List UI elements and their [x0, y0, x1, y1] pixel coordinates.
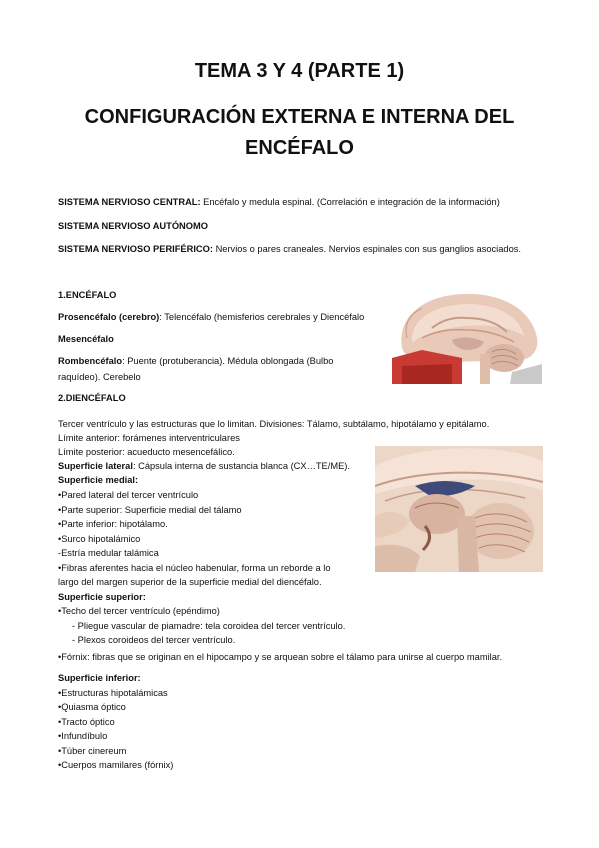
mesencefalo-line: Mesencéfalo: [58, 334, 114, 344]
system-central: SISTEMA NERVIOSO CENTRAL: Encéfalo y medula espinal. (Correlación e integración de la información): [58, 197, 500, 207]
inferior-item: •Tracto óptico: [58, 717, 115, 727]
system-periferico: SISTEMA NERVIOSO PERIFÉRICO: Nervios o pares craneales. Nervios espinales con sus ganglios asociados.: [58, 244, 521, 254]
inferior-item: •Estructuras hipotalámicas: [58, 688, 168, 698]
diencefalo-intro-1: Tercer ventrículo y las estructuras que lo limitan. Divisiones: Tálamo, subtálamo, hipotálamo y epitálamo.: [58, 419, 490, 429]
superior-item: •Techo del tercer ventrículo (epéndimo): [58, 606, 220, 616]
superficie-inferior-heading: Superficie inferior:: [58, 673, 141, 683]
diencefalo-intro-2: Límite anterior: forámenes interventriculares: [58, 433, 240, 443]
rombencefalo-line: Rombencéfalo: Puente (protuberancia). Médula oblongada (Bulbo: [58, 356, 334, 366]
diencephalon-image: [375, 446, 543, 572]
medial-item: •Fibras aferentes hacia el núcleo habenular, forma un reborde a lo: [58, 563, 331, 573]
inferior-item: •Infundíbulo: [58, 731, 108, 741]
diencefalo-intro-3: Límite posterior: acueducto mesencefálico.: [58, 447, 235, 457]
medial-item: largo del margen superior de la superficie medial del diencéfalo.: [58, 577, 322, 587]
inferior-item: •Quiasma óptico: [58, 702, 126, 712]
superficie-medial-heading: Superficie medial:: [58, 475, 139, 485]
medial-item: •Pared lateral del tercer ventrículo: [58, 490, 199, 500]
document-subtitle: CONFIGURACIÓN EXTERNA E INTERNA DEL ENCÉFALO: [84, 106, 515, 159]
superficie-lateral-line: Superficie lateral: Cápsula interna de sustancia blanca (CX…TE/ME).: [58, 461, 350, 471]
section-heading-encefalo: 1.ENCÉFALO: [58, 290, 117, 300]
inferior-item: •Cuerpos mamilares (fórnix): [58, 760, 174, 770]
document-title: TEMA 3 Y 4 (PARTE 1): [194, 60, 405, 82]
rombencefalo-line-2: raquídeo). Cerebelo: [58, 372, 141, 382]
medial-item: •Surco hipotalámico: [58, 534, 141, 544]
system-autonomo: SISTEMA NERVIOSO AUTÓNOMO: [58, 221, 208, 231]
inferior-item: •Túber cinereum: [58, 746, 127, 756]
medial-item: •Parte inferior: hipotálamo.: [58, 519, 168, 529]
section-heading-diencefalo: 2.DIENCÉFALO: [58, 393, 126, 403]
superficie-superior-heading: Superficie superior:: [58, 592, 146, 602]
prosencefalo-line: Prosencéfalo (cerebro): Telencéfalo (hemisferios cerebrales y Diencéfalo: [58, 312, 365, 322]
medial-item: -Estría medular talámica: [58, 548, 159, 558]
brain-sagittal-image: [392, 288, 542, 384]
superior-item: •Fórnix: fibras que se originan en el hipocampo y se arquean sobre el tálamo para unirse al cuerpo mamilar.: [58, 652, 503, 662]
medial-item: •Parte superior: Superficie medial del tálamo: [58, 505, 242, 515]
superior-item: - Pliegue vascular de piamadre: tela coroidea del tercer ventrículo.: [72, 621, 346, 631]
superior-item: - Plexos coroideos del tercer ventrículo.: [72, 635, 236, 645]
